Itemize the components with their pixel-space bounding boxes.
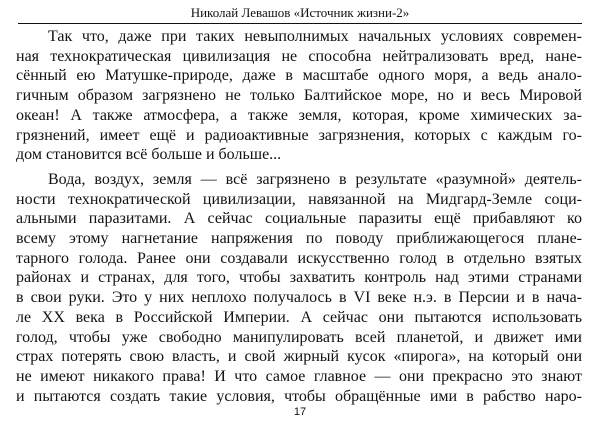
- text-line: всему этому нагнетание напряжения по поводу приближающегося плане-: [16, 230, 582, 248]
- text-line: альными паразитами. А сейчас социальные паразиты ещё прибавляют ко: [16, 210, 582, 228]
- text-line: тарного голода. Ранее они создавали искусственно голод в отдельно взятых: [16, 249, 582, 267]
- paragraph-1: [16, 27, 582, 165]
- text-line: дом становится всё больше и больше...: [16, 146, 282, 164]
- text-line: океан! А также атмосфера, а также земля, которая, кроме химических за-: [16, 106, 582, 124]
- text-line: сённый ею Матушке-природе, даже в масштабе одного моря, а ведь анало-: [16, 67, 582, 85]
- text-line: ная технократическая цивилизация не способна нейтрализовать вред, нане-: [16, 47, 582, 65]
- header-rule: [18, 23, 582, 24]
- text-line: страх потерять свою власть, и свой жирный кусок «пирога», на который они: [16, 348, 582, 366]
- text-line: ности технократической цивилизации, навязанной на Мидгард-Земле соци-: [16, 190, 582, 208]
- text-line: не имеют никакого права! И что самое главное — они прекрасно это знают: [16, 367, 582, 385]
- page-number: 17: [293, 406, 307, 418]
- text-line: гичным образом загрязнено не только Балтийское море, но и весь Мировой: [16, 87, 582, 105]
- text-line: Вода, воздух, земля — всё загрязнено в результате «разумной» деятель-: [48, 170, 582, 188]
- text-line: в свои руки. Это у них неплохо получалось в VI веке н.э. в Персии и в нача-: [16, 289, 582, 307]
- text-line: грязнений, имеет ещё и радиоактивные загрязнения, которых с каждым го-: [16, 126, 582, 144]
- text-line: и пытаются создать такие условия, чтобы обращённые ими в рабство наро-: [16, 387, 582, 405]
- text-line: Так что, даже при таких невыполнимых начальных условиях современ-: [48, 28, 582, 45]
- body-text: [16, 27, 582, 406]
- text-line: голод, чтобы уже свободно манипулировать всей планетой, и движет ими: [16, 328, 582, 346]
- text-line: районах и странах, для того, чтобы захватить контроль над этими странами: [16, 269, 582, 287]
- running-head-title: Николай Левашов «Источник жизни-2»: [190, 5, 410, 20]
- paragraph-2: [16, 170, 582, 406]
- text-line: ле XX века в Российской Империи. А сейчас они пытаются использовать: [16, 308, 582, 326]
